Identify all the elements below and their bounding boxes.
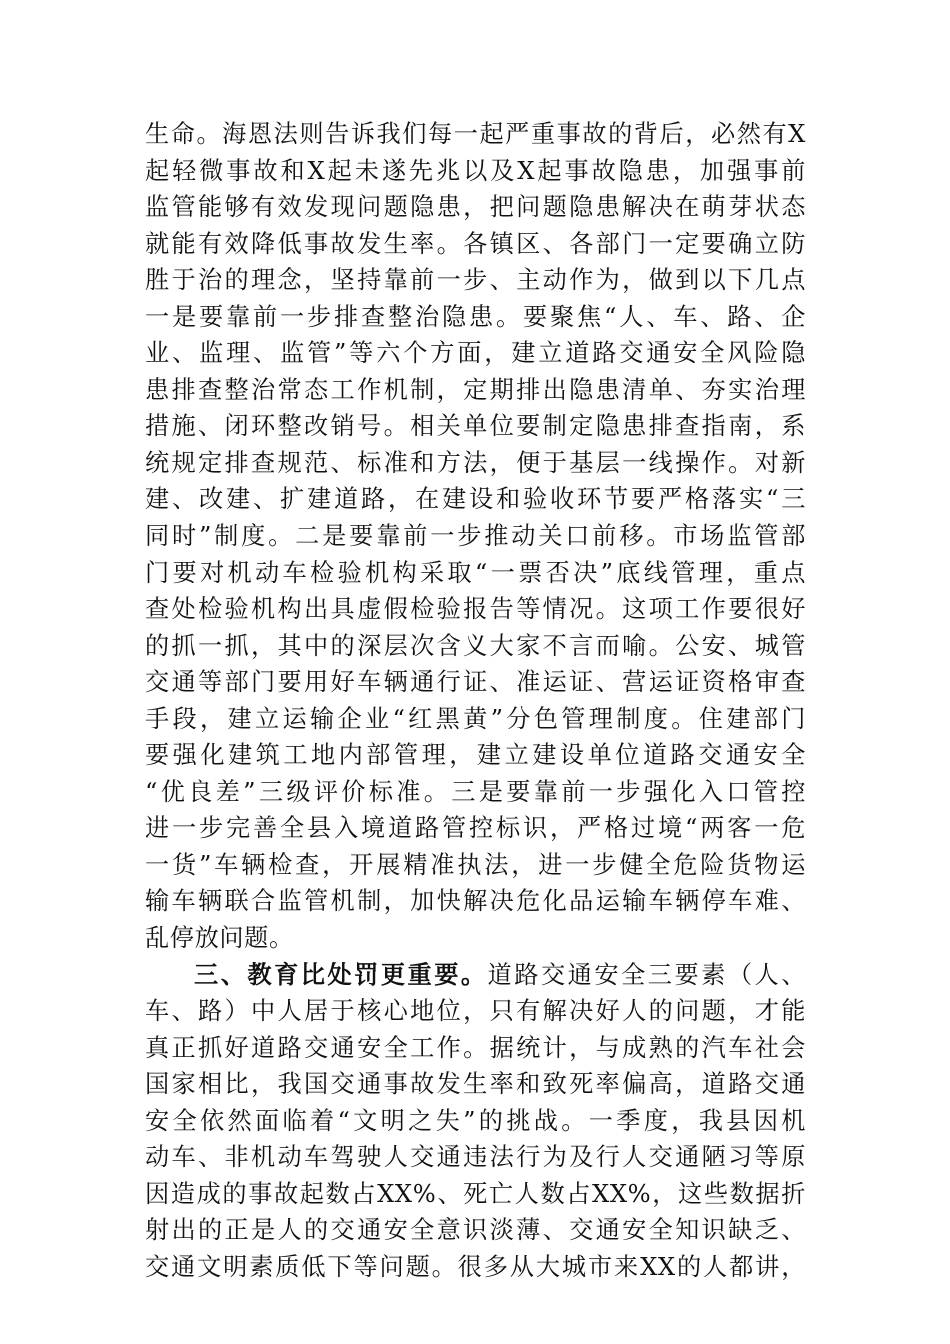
text-line: 输车辆联合监管机制，加快解决危化品运输车辆停车难、 (145, 887, 806, 916)
text-line: 因造成的事故起数占XX%、死亡人数占XX%，这些数据折 (145, 1179, 806, 1208)
text-line: 交通等部门要用好车辆通行证、准运证、营运证资格审查 (145, 668, 806, 697)
text-line: 统规定排查规范、标准和方法，便于基层一线操作。对新 (145, 448, 806, 477)
text-line: 一是要靠前一步排查整治隐患。要聚焦“人、车、路、企 (145, 302, 806, 331)
text-line: 动车、非机动车驾驶人交通违法行为及行人交通陋习等原 (145, 1143, 806, 1172)
text-line: 监管能够有效发现问题隐患，把问题隐患解决在萌芽状态 (145, 193, 806, 222)
document-page (145, 116, 806, 1286)
text-line: 生命。海恩法则告诉我们每一起严重事故的背后，必然有X (145, 120, 806, 148)
text-line: 交通文明素质低下等问题。很多从大城市来XX的人都讲， (145, 1252, 806, 1281)
text-line: 要强化建筑工地内部管理，建立建设单位道路交通安全 (145, 741, 806, 770)
text-line: 一货”车辆检查，开展精准执法，进一步健全危险货物运 (145, 850, 806, 879)
paragraph-risk-prevention (145, 116, 806, 957)
text-line: 起轻微事故和X起未遂先兆以及X起事故隐患，加强事前 (145, 156, 806, 185)
text-line: 业、监理、监管”等六个方面，建立道路交通安全风险隐 (145, 339, 806, 368)
text-line: 门要对机动车检验机构采取“一票否决”底线管理，重点 (145, 558, 806, 587)
text-line: 患排查整治常态工作机制，定期排出隐患清单、夯实治理 (145, 375, 806, 404)
text-line: 查处检验机构出具虚假检验报告等情况。这项工作要很好 (145, 595, 806, 624)
text-line: 建、改建、扩建道路，在建设和验收环节要严格落实“三 (145, 485, 806, 514)
paragraph-education-over-punishment (145, 957, 806, 1286)
text-line: 措施、闭环整改销号。相关单位要制定隐患排查指南，系 (145, 412, 806, 441)
section-first-line (145, 957, 806, 994)
text-line: 安全依然面临着“文明之失”的挑战。一季度，我县因机 (145, 1106, 806, 1135)
text-line: 胜于治的理念，坚持靠前一步、主动作为，做到以下几点 (145, 266, 806, 295)
text-line: 的抓一抓，其中的深层次含义大家不言而喻。公安、城管 (145, 631, 806, 660)
text-line: 乱停放问题。 (145, 924, 294, 953)
text-line: 国家相比，我国交通事故发生率和致死率偏高，道路交通 (145, 1070, 806, 1099)
text-line: 射出的正是人的交通安全意识淡薄、交通安全知识缺乏、 (145, 1216, 806, 1245)
text-line: 手段，建立运输企业“红黑黄”分色管理制度。住建部门 (145, 704, 806, 733)
text-line: 真正抓好道路交通安全工作。据统计，与成熟的汽车社会 (145, 1033, 806, 1062)
section-first-line-text: 道路交通安全三要素（人、 (487, 960, 806, 989)
text-line: “优良差”三级评价标准。三是要靠前一步强化入口管控 (145, 777, 806, 806)
text-line: 车、路）中人居于核心地位，只有解决好人的问题，才能 (145, 997, 806, 1026)
text-line: 就能有效降低事故发生率。各镇区、各部门一定要确立防 (145, 229, 806, 258)
text-line: 同时”制度。二是要靠前一步推动关口前移。市场监管部 (145, 522, 806, 551)
section-heading: 三、教育比处罚更重要。 (194, 959, 488, 989)
text-line: 进一步完善全县入境道路管控标识，严格过境“两客一危 (145, 814, 806, 843)
